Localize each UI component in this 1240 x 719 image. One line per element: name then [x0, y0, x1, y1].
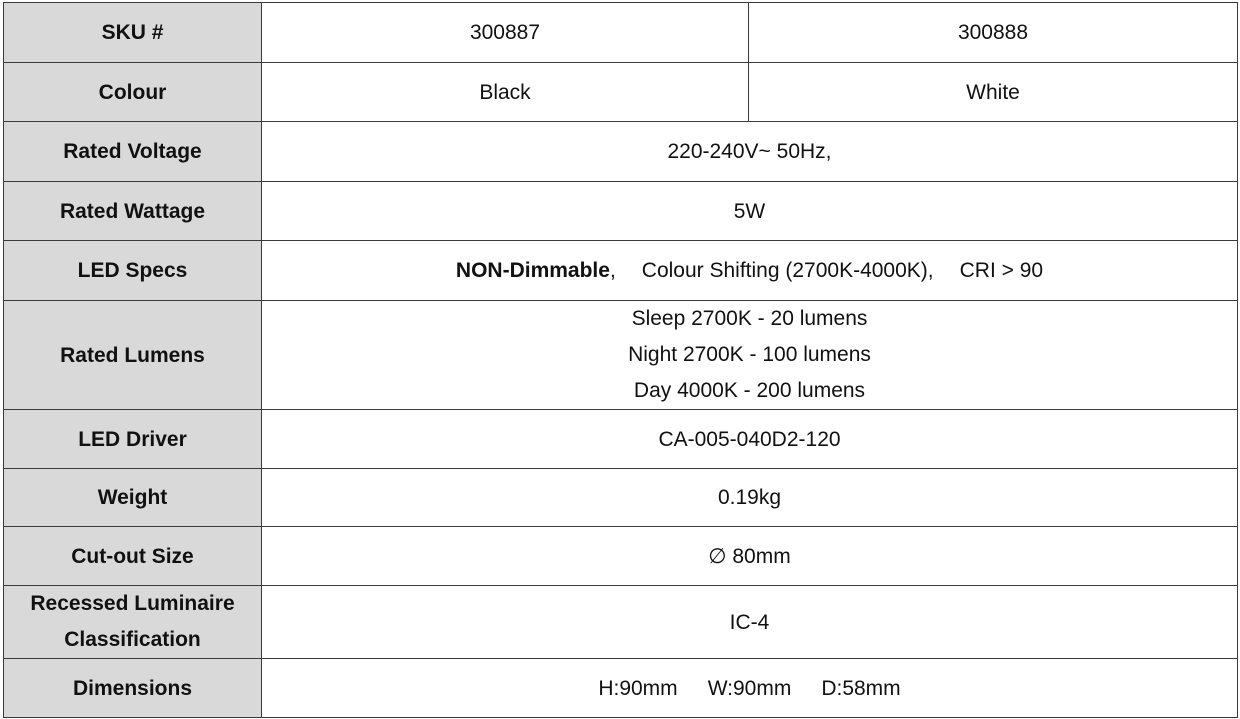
weight-value: 0.19kg — [262, 469, 1238, 527]
rated-voltage-value: 220-240V~ 50Hz, — [262, 122, 1238, 182]
sku-value-black: 300887 — [262, 3, 749, 63]
row-cutout-size — [4, 527, 1238, 586]
led-driver-value: CA-005-040D2-120 — [262, 410, 1238, 469]
row-dimensions — [4, 659, 1238, 718]
row-rated-lumens — [4, 301, 1238, 410]
weight-label: Weight — [4, 469, 262, 527]
classification-value: IC-4 — [262, 586, 1238, 659]
rated-wattage-value: 5W — [262, 182, 1238, 241]
rated-lumens-value — [262, 301, 1238, 410]
colour-shifting-text: Colour Shifting (2700K-4000K), — [641, 259, 934, 282]
row-led-driver — [4, 410, 1238, 469]
dimensions-value — [262, 659, 1238, 718]
lumens-sleep: Sleep 2700K - 20 lumens — [631, 307, 868, 330]
rated-wattage-label: Rated Wattage — [4, 182, 262, 241]
row-led-specs — [4, 241, 1238, 301]
rated-voltage-label: Rated Voltage — [4, 122, 262, 182]
cutout-size-value: ∅ 80mm — [262, 527, 1238, 586]
dimension-d: D:58mm — [821, 676, 901, 700]
lumens-day: Day 4000K - 200 lumens — [633, 379, 866, 402]
dimension-h: H:90mm — [598, 676, 678, 700]
row-rated-wattage — [4, 182, 1238, 241]
led-specs-value — [262, 241, 1238, 301]
row-sku — [4, 3, 1238, 63]
classification-label-line-2: Classification — [64, 628, 201, 651]
rated-lumens-label: Rated Lumens — [4, 301, 262, 410]
colour-value-white: White — [749, 63, 1238, 122]
spec-table — [3, 2, 1238, 718]
dimmable-text: NON-Dimmable — [455, 259, 610, 282]
row-classification — [4, 586, 1238, 659]
classification-label — [4, 586, 262, 659]
row-weight — [4, 469, 1238, 527]
classification-label-line-1: Recessed Luminaire — [30, 592, 235, 615]
cri-text: CRI > 90 — [959, 259, 1044, 282]
sku-value-white: 300888 — [749, 3, 1238, 63]
dimensions-label: Dimensions — [4, 659, 262, 718]
colour-label: Colour — [4, 63, 262, 122]
led-specs-label: LED Specs — [4, 241, 262, 301]
led-driver-label: LED Driver — [4, 410, 262, 469]
lumens-night: Night 2700K - 100 lumens — [628, 343, 871, 366]
colour-value-black: Black — [262, 63, 749, 122]
dimension-w: W:90mm — [707, 676, 792, 700]
row-colour — [4, 63, 1238, 122]
row-rated-voltage — [4, 122, 1238, 182]
dimmable-comma: , — [609, 259, 616, 282]
cutout-size-label: Cut-out Size — [4, 527, 262, 586]
sku-label: SKU # — [4, 3, 262, 63]
